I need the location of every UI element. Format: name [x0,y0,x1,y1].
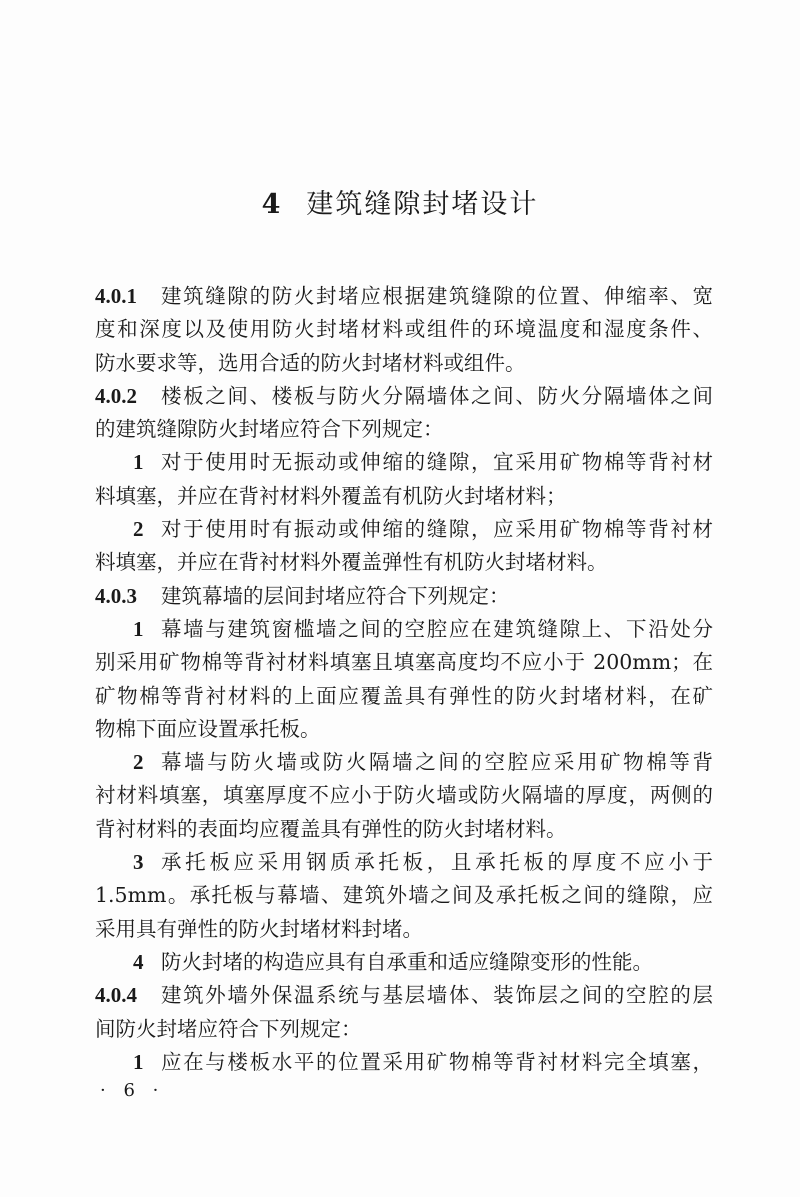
line-text: 承托板应采用钢质承托板，且承托板的厚度不应小于 [161,850,713,875]
chapter-title [0,182,800,221]
text-line [95,347,713,380]
text-line [95,646,713,679]
item-line [95,946,713,979]
item-number: 4 [133,949,144,974]
item-line [95,613,713,646]
line-text: 矿物棉等背衬材料的上面应覆盖具有弹性的防火封堵材料，在矿 [95,683,713,708]
line-text: 料填塞，并应在背衬材料外覆盖弹性有机防火封堵材料。 [95,550,608,575]
text-line [95,313,713,346]
line-text: 建筑缝隙的防火封堵应根据建筑缝隙的位置、伸缩率、宽 [161,284,713,308]
item-line [95,513,713,546]
clause-line [95,280,713,313]
clause-number: 4.0.2 [95,383,137,408]
clause-number: 4.0.1 [95,284,137,308]
text-line [95,779,713,812]
item-number: 1 [133,616,144,641]
item-number: 3 [133,850,144,875]
item-line [95,1046,713,1079]
item-line [95,846,713,879]
line-text: 对于使用时无振动或伸缩的缝隙，宜采用矿物棉等背衬材 [161,450,713,475]
document-body [95,280,713,1079]
text-line [95,1013,713,1046]
text-line [95,879,713,912]
clause-number: 4.0.4 [95,983,137,1008]
line-text: 别采用矿物棉等背衬材料填塞且填塞高度均不应小于 200mm；在 [95,650,713,675]
line-text: 应在与楼板水平的位置采用矿物棉等背衬材料完全填塞， [161,1049,713,1074]
line-text: 建筑幕墙的层间封堵应符合下列规定： [161,583,510,608]
text-line [95,913,713,946]
line-text: 物棉下面应设置承托板。 [95,716,321,741]
line-text: 楼板之间、楼板与防火分隔墙体之间、防火分隔墙体之间 [161,383,713,408]
line-text: 料填塞，并应在背衬材料外覆盖有机防火封堵材料； [95,483,567,508]
line-text: 防火封堵的构造应具有自承重和适应缝隙变形的性能。 [161,949,653,974]
item-line [95,746,713,779]
item-number: 1 [133,1049,144,1074]
text-line [95,813,713,846]
page-number: · 6 · [100,1080,165,1101]
line-text: 衬材料填塞，填塞厚度不应小于防火墙或防火隔墙的厚度，两侧的 [95,783,713,808]
line-text: 建筑外墙外保温系统与基层墙体、装饰层之间的空腔的层 [161,983,713,1008]
line-text: 幕墙与建筑窗槛墙之间的空腔应在建筑缝隙上、下沿处分 [161,616,713,641]
clause-line [95,979,713,1012]
text-line [95,546,713,579]
item-number: 1 [133,450,144,475]
line-text: 对于使用时有振动或伸缩的缝隙，应采用矿物棉等背衬材 [161,517,713,542]
text-line [95,480,713,513]
text-line [95,413,713,446]
line-text: 的建筑缝隙防火封堵应符合下列规定： [95,417,444,442]
chapter-number: 4 [261,189,283,220]
line-text: 防水要求等，选用合适的防火封堵材料或组件。 [95,350,526,375]
text-line [95,680,713,713]
line-text: 间防火封堵应符合下列规定： [95,1016,362,1041]
clause-line [95,580,713,613]
line-text: 背衬材料的表面均应覆盖具有弹性的防火封堵材料。 [95,816,567,841]
item-line [95,446,713,479]
line-text: 度和深度以及使用防火封堵材料或组件的环境温度和湿度条件、 [95,317,713,342]
clause-line [95,380,713,413]
line-text: 采用具有弹性的防火封堵材料封堵。 [95,916,423,941]
item-number: 2 [133,517,144,542]
item-number: 2 [133,750,144,775]
clause-number: 4.0.3 [95,583,137,608]
chapter-title-text: 建筑缝隙封堵设计 [306,189,539,220]
line-text: 1.5mm。承托板与幕墙、建筑外墙之间及承托板之间的缝隙，应 [95,883,713,908]
text-line [95,713,713,746]
line-text: 幕墙与防火墙或防火隔墙之间的空腔应采用矿物棉等背 [161,750,713,775]
